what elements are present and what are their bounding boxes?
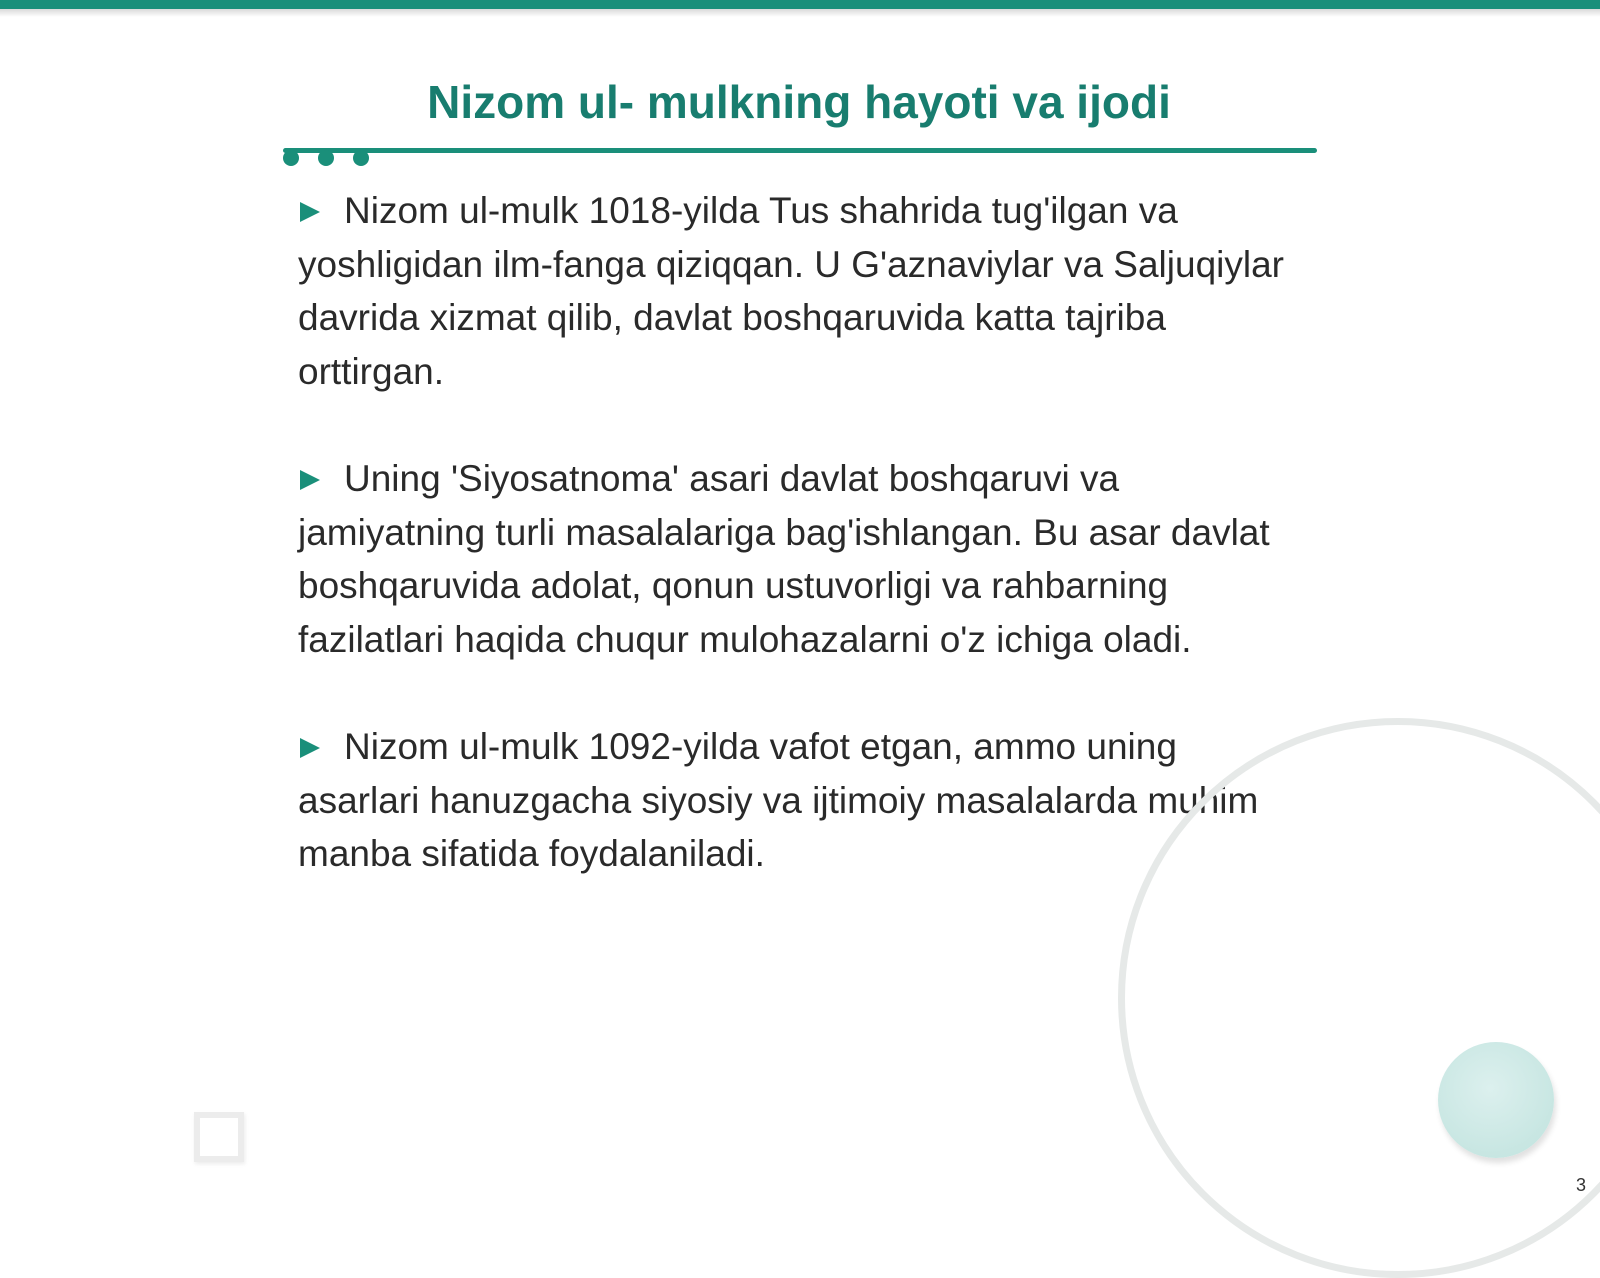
- triangle-right-icon: [300, 470, 320, 490]
- bullet-text-1: Nizom ul-mulk 1018-yilda Tus shahrida tug'ilgan va yoshligidan ilm-fanga qiziqqan. U G'aznaviylar va Saljuqiylar davrida xizmat qilib, davlat boshqaruvida katta tajriba orttirgan.: [298, 190, 1284, 392]
- bullet-item-1: [298, 184, 1298, 398]
- underline-dot-1: [283, 150, 299, 166]
- bullet-text-2: Uning 'Siyosatnoma' asari davlat boshqaruvi va jamiyatning turli masalalariga bag'ishlangan. Bu asar davlat boshqaruvida adolat, qonun ustuvorligi va rahbarning fazilatlari haqida chuqur mulohazalarni o'z ichiga oladi.: [298, 458, 1270, 660]
- slide-title: Nizom ul- mulkning hayoti va ijodi: [427, 76, 1171, 128]
- underline-dot-2: [318, 150, 334, 166]
- top-accent-bar: [0, 0, 1600, 9]
- bullet-item-2: [298, 452, 1298, 666]
- slide-number: 3: [1575, 1175, 1586, 1195]
- top-bar-shadow: [0, 9, 1600, 17]
- decorative-circle: [1438, 1042, 1554, 1158]
- triangle-right-icon: [300, 738, 320, 758]
- bullet-item-3: [298, 720, 1298, 881]
- bullet-list: [298, 184, 1298, 935]
- underline-dot-3: [353, 150, 369, 166]
- decorative-square: [194, 1112, 244, 1162]
- triangle-right-icon: [300, 202, 320, 222]
- bullet-text-3: Nizom ul-mulk 1092-yilda vafot etgan, ammo uning asarlari hanuzgacha siyosiy va ijtimoiy masalalarda muhim manba sifatida foydalaniladi.: [298, 726, 1259, 874]
- title-underline: [283, 148, 1317, 153]
